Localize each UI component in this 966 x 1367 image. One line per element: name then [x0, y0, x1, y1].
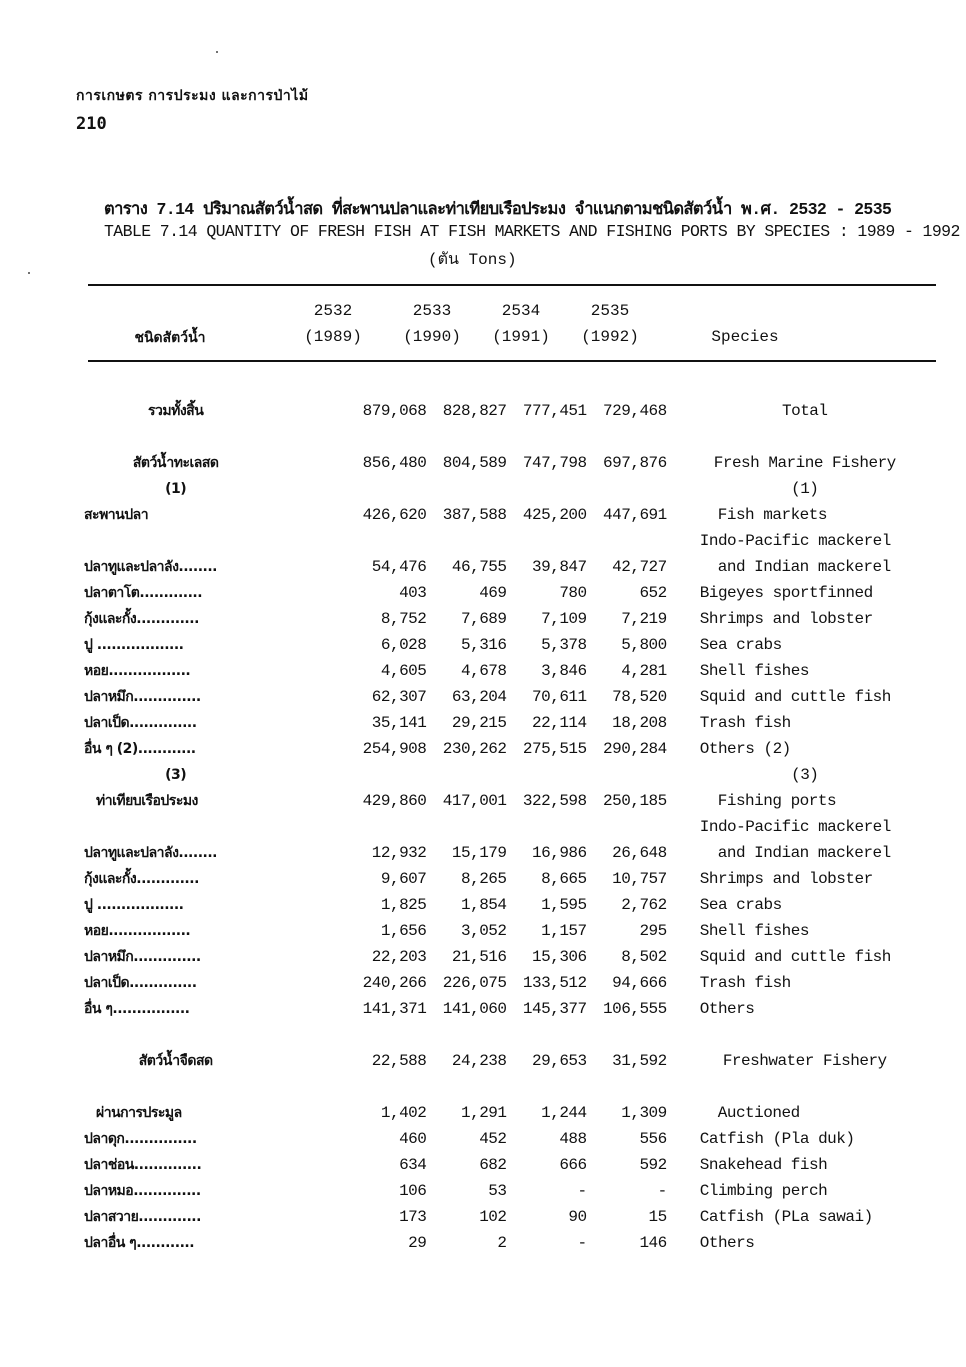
- row-label-thai: ปลาช่อน..............: [84, 1157, 202, 1173]
- row-label-english: Climbing perch: [699, 1182, 828, 1200]
- value-cell-2533: 7,689: [460, 610, 507, 628]
- row-label-english: Bigeyes sportfinned: [699, 584, 873, 602]
- value-cell-2533: 682: [479, 1156, 507, 1174]
- value-cell-2533: 230,262: [442, 740, 507, 758]
- row-label-thai: [80, 528, 271, 554]
- value-cell-2535: 290,284: [603, 740, 667, 758]
- header-species-thai: ชนิดสัตว์น้ำ: [134, 330, 206, 346]
- value-cell-2532: 240,266: [362, 974, 427, 992]
- value-cell-2534: 425,200: [522, 506, 587, 524]
- value-cell-2535: 8,502: [621, 948, 667, 966]
- header-year-be: 2535: [590, 302, 630, 320]
- header-year-be: 2533: [412, 302, 452, 320]
- table-row: [80, 398, 966, 424]
- value-cell-2534: 70,611: [532, 688, 587, 706]
- row-label-english: Others: [699, 1000, 755, 1018]
- value-cell-2533: 29,215: [451, 714, 507, 732]
- table-row: [80, 684, 966, 710]
- value-cell-2532: 9,607: [380, 870, 427, 888]
- value-cell-2535: [587, 528, 667, 554]
- value-cell-2535: 42,727: [612, 558, 667, 576]
- header-species-english: Species: [711, 328, 779, 346]
- row-label-thai: ปลาสวาย.............: [84, 1209, 201, 1225]
- row-label-english-cell: [667, 736, 966, 762]
- row-label-thai: ปลาเป็ด..............: [84, 975, 197, 991]
- row-label-english: Trash fish: [699, 714, 791, 732]
- value-cell-2533: 141,060: [442, 1000, 507, 1018]
- spacer-row: [80, 424, 966, 450]
- row-label-english-cell: [667, 710, 966, 736]
- row-label-thai: ปลาหมอ..............: [84, 1183, 201, 1199]
- value-cell-2534: [507, 762, 587, 788]
- value-cell-2535: 146: [639, 1234, 667, 1252]
- value-cell-2535: 31,592: [612, 1052, 667, 1070]
- row-label-thai: หอย.................: [84, 923, 191, 939]
- value-cell-2534: -: [577, 1234, 587, 1252]
- value-cell-2535: 106,555: [603, 1000, 667, 1018]
- value-cell-2534: 133,512: [522, 974, 587, 992]
- table-row: [80, 710, 966, 736]
- value-cell-2535: 697,876: [603, 454, 667, 472]
- running-head: การเกษตร การประมง และการป่าไม้: [76, 88, 309, 104]
- value-cell-2533: 15,179: [451, 844, 507, 862]
- value-cell-2535: 7,219: [621, 610, 667, 628]
- table-row: [80, 1126, 966, 1152]
- scan-speck: [28, 272, 30, 274]
- header-year-2533: [392, 298, 472, 350]
- value-cell-2532: 426,620: [362, 506, 427, 524]
- value-cell-2534: 1,157: [541, 922, 587, 940]
- value-cell-2532: 879,068: [362, 402, 427, 420]
- value-cell-2534: -: [577, 1182, 587, 1200]
- value-cell-2534: 747,798: [522, 454, 587, 472]
- table-title-thai: ตาราง 7.14 ปริมาณสัตว์น้ำสด ที่สะพานปลาและท่าเทียบเรือประมง จำแนกตามชนิดสัตว์น้ำ พ.ศ. 2532 - 2535: [104, 200, 892, 219]
- value-cell-2533: 5,316: [460, 636, 507, 654]
- row-label-english: Shell fishes: [699, 662, 809, 680]
- header-year-ce: (1991): [492, 328, 550, 346]
- row-label-english: Freshwater Fishery: [722, 1052, 887, 1070]
- table-row: [80, 528, 966, 554]
- row-label-english-cell: [667, 502, 966, 528]
- row-label-thai: ปลาดุก...............: [84, 1131, 197, 1147]
- value-cell-2532: 254,908: [362, 740, 427, 758]
- row-label-english: Catfish (Pla duk): [699, 1130, 855, 1148]
- value-cell-2535: 652: [639, 584, 667, 602]
- row-label-english-cell: [667, 606, 966, 632]
- value-cell-2533: 24,238: [451, 1052, 507, 1070]
- value-cell-2533: [426, 762, 506, 788]
- header-year-be: 2534: [501, 302, 541, 320]
- table-row: [80, 762, 966, 788]
- table-row: [80, 970, 966, 996]
- row-label-english-cell: [667, 788, 966, 814]
- row-label-thai: ปู ..................: [84, 637, 184, 653]
- row-label-english: (1): [791, 480, 819, 498]
- value-cell-2533: 1,854: [460, 896, 507, 914]
- value-cell-2533: [426, 528, 506, 554]
- row-label-english-cell: [667, 814, 966, 840]
- value-cell-2535: 447,691: [603, 506, 667, 524]
- row-label-thai: รวมทั้งสิ้น: [148, 403, 204, 419]
- row-label-english: Sea crabs: [699, 896, 782, 914]
- value-cell-2535: [587, 762, 667, 788]
- row-label-thai: ปลาทูและปลาลัง........: [84, 845, 217, 861]
- row-label-thai: (3): [165, 767, 187, 783]
- row-label-thai: ปลาตาโต.............: [84, 585, 203, 601]
- value-cell-2532: 141,371: [362, 1000, 427, 1018]
- table-unit: (ตัน Tons): [428, 251, 517, 269]
- value-cell-2532: [271, 762, 426, 788]
- value-cell-2534: 90: [568, 1208, 587, 1226]
- row-label-english: Auctioned: [717, 1104, 800, 1122]
- row-label-thai: กุ้งและกั้ง.............: [84, 611, 199, 627]
- value-cell-2534: [507, 814, 587, 840]
- scan-speck: [216, 51, 218, 53]
- row-label-english-cell: [667, 892, 966, 918]
- row-label-english: Snakehead fish: [699, 1156, 828, 1174]
- row-label-english: (3): [791, 766, 819, 784]
- table-row: [80, 1100, 966, 1126]
- value-cell-2534: 3,846: [541, 662, 587, 680]
- row-label-thai: [80, 814, 271, 840]
- value-cell-2534: 777,451: [522, 402, 587, 420]
- row-label-english: Fresh Marine Fishery: [713, 454, 896, 472]
- value-cell-2532: 1,402: [380, 1104, 427, 1122]
- value-cell-2533: 226,075: [442, 974, 507, 992]
- value-cell-2533: [426, 476, 506, 502]
- fish-quantity-table: [80, 398, 966, 1256]
- value-cell-2534: 29,653: [532, 1052, 587, 1070]
- value-cell-2535: 5,800: [621, 636, 667, 654]
- row-label-thai: ปลาเป็ด..............: [84, 715, 197, 731]
- value-cell-2532: 35,141: [371, 714, 427, 732]
- spacer-row: [80, 1074, 966, 1100]
- row-label-english: Indo-Pacific mackerel: [699, 532, 891, 550]
- value-cell-2532: 403: [399, 584, 427, 602]
- value-cell-2532: 856,480: [362, 454, 427, 472]
- table-row: [80, 1178, 966, 1204]
- value-cell-2535: 2,762: [621, 896, 667, 914]
- header-year-ce: (1989): [304, 328, 362, 346]
- value-cell-2533: 46,755: [451, 558, 507, 576]
- table-row: [80, 788, 966, 814]
- row-label-thai: ผ่านการประมูล: [96, 1105, 182, 1121]
- row-label-english-cell: [667, 632, 966, 658]
- row-label-english: Total: [781, 402, 828, 420]
- value-cell-2532: 460: [399, 1130, 427, 1148]
- row-label-english: Others: [699, 1234, 755, 1252]
- value-cell-2535: 729,468: [603, 402, 667, 420]
- value-cell-2533: 3,052: [460, 922, 507, 940]
- value-cell-2532: 8,752: [380, 610, 427, 628]
- row-label-english-cell: [667, 970, 966, 996]
- row-label-english: Squid and cuttle fish: [699, 948, 891, 966]
- value-cell-2533: 2: [497, 1234, 507, 1252]
- value-cell-2534: 1,244: [541, 1104, 587, 1122]
- table-row: [80, 476, 966, 502]
- row-label-english: Fishing ports: [717, 792, 837, 810]
- value-cell-2533: 63,204: [451, 688, 507, 706]
- row-label-english-cell: [667, 1126, 966, 1152]
- table-row: [80, 1230, 966, 1256]
- value-cell-2532: 634: [399, 1156, 427, 1174]
- row-label-english: Shrimps and lobster: [699, 610, 873, 628]
- row-label-english-cell: [667, 658, 966, 684]
- value-cell-2535: [587, 814, 667, 840]
- value-cell-2534: 666: [559, 1156, 587, 1174]
- value-cell-2535: -: [657, 1182, 667, 1200]
- value-cell-2533: 469: [479, 584, 507, 602]
- row-label-english-cell: [667, 450, 966, 476]
- value-cell-2535: 4,281: [621, 662, 667, 680]
- value-cell-2535: 18,208: [612, 714, 667, 732]
- row-label-thai: หอย.................: [84, 663, 191, 679]
- page-number: 210: [76, 114, 107, 134]
- row-label-english: Sea crabs: [699, 636, 782, 654]
- table-row: [80, 450, 966, 476]
- value-cell-2534: 780: [559, 584, 587, 602]
- row-label-english-cell: [667, 1100, 966, 1126]
- value-cell-2534: 275,515: [522, 740, 587, 758]
- value-cell-2534: 16,986: [532, 844, 587, 862]
- table-row: [80, 1204, 966, 1230]
- table-row: [80, 658, 966, 684]
- header-year-2535: [570, 298, 650, 350]
- spacer-cell: [80, 1022, 966, 1048]
- value-cell-2535: 10,757: [612, 870, 667, 888]
- row-label-english: and Indian mackerel: [717, 844, 891, 862]
- value-cell-2533: 452: [479, 1130, 507, 1148]
- value-cell-2533: 21,516: [451, 948, 507, 966]
- table-title-english: TABLE 7.14 QUANTITY OF FRESH FISH AT FISH MARKETS AND FISHING PORTS BY SPECIES : 1989 - 1992: [104, 222, 960, 241]
- table-row: [80, 632, 966, 658]
- row-label-english-cell: [667, 840, 966, 866]
- value-cell-2535: 15: [648, 1208, 667, 1226]
- table-top-rule: [88, 284, 936, 286]
- value-cell-2532: [271, 814, 426, 840]
- row-label-english-cell: [667, 398, 966, 424]
- value-cell-2533: 102: [479, 1208, 507, 1226]
- row-label-english-cell: [667, 476, 966, 502]
- row-label-english-cell: [667, 762, 966, 788]
- row-label-thai: สัตว์น้ำทะเลสด: [132, 455, 219, 471]
- value-cell-2535: 26,648: [612, 844, 667, 862]
- value-cell-2533: 804,589: [442, 454, 507, 472]
- row-label-thai: ปลาทูและปลาลัง........: [84, 559, 217, 575]
- row-label-thai: สัตว์น้ำจืดสด: [138, 1053, 213, 1069]
- spacer-row: [80, 1022, 966, 1048]
- value-cell-2533: 8,265: [460, 870, 507, 888]
- row-label-english-cell: [667, 684, 966, 710]
- table-row: [80, 892, 966, 918]
- table-row: [80, 918, 966, 944]
- row-label-english-cell: [667, 1178, 966, 1204]
- table-row: [80, 840, 966, 866]
- value-cell-2532: 62,307: [371, 688, 427, 706]
- row-label-thai: ปลาหมึก..............: [84, 949, 201, 965]
- value-cell-2534: 1,595: [541, 896, 587, 914]
- row-label-thai: กุ้งและกั้ง.............: [84, 871, 199, 887]
- value-cell-2535: 295: [639, 922, 667, 940]
- table-row: [80, 1048, 966, 1074]
- value-cell-2534: 5,378: [541, 636, 587, 654]
- value-cell-2532: 173: [399, 1208, 427, 1226]
- value-cell-2532: [271, 476, 426, 502]
- row-label-english-cell: [667, 944, 966, 970]
- row-label-thai: ปลาอื่น ๆ............: [84, 1235, 195, 1251]
- value-cell-2532: 1,656: [380, 922, 427, 940]
- header-year-2532: [293, 298, 373, 350]
- value-cell-2534: 8,665: [541, 870, 587, 888]
- row-label-english: Shell fishes: [699, 922, 809, 940]
- value-cell-2535: 250,185: [603, 792, 667, 810]
- value-cell-2532: 22,203: [371, 948, 427, 966]
- header-year-ce: (1992): [581, 328, 639, 346]
- value-cell-2535: 78,520: [612, 688, 667, 706]
- table-row: [80, 580, 966, 606]
- value-cell-2534: 145,377: [522, 1000, 587, 1018]
- table-row: [80, 736, 966, 762]
- value-cell-2533: [426, 814, 506, 840]
- value-cell-2535: [587, 476, 667, 502]
- value-cell-2532: 106: [399, 1182, 427, 1200]
- table-row: [80, 554, 966, 580]
- row-label-english-cell: [667, 1230, 966, 1256]
- value-cell-2535: 592: [639, 1156, 667, 1174]
- value-cell-2535: 556: [639, 1130, 667, 1148]
- value-cell-2532: 54,476: [371, 558, 427, 576]
- value-cell-2532: 1,825: [380, 896, 427, 914]
- value-cell-2534: 7,109: [541, 610, 587, 628]
- value-cell-2535: 1,309: [621, 1104, 667, 1122]
- table-row: [80, 502, 966, 528]
- value-cell-2532: 4,605: [380, 662, 427, 680]
- spacer-cell: [80, 1074, 966, 1100]
- value-cell-2533: 1,291: [460, 1104, 507, 1122]
- row-label-english: Trash fish: [699, 974, 791, 992]
- value-cell-2533: 417,001: [442, 792, 507, 810]
- value-cell-2534: 15,306: [532, 948, 587, 966]
- row-label-thai: อื่น ๆ................: [84, 1001, 190, 1017]
- row-label-english: Fish markets: [717, 506, 827, 524]
- header-year-2534: [481, 298, 561, 350]
- value-cell-2532: 6,028: [380, 636, 427, 654]
- value-cell-2533: 4,678: [460, 662, 507, 680]
- row-label-english: Others (2): [699, 740, 791, 758]
- table-row: [80, 814, 966, 840]
- row-label-english-cell: [667, 1204, 966, 1230]
- row-label-thai: ปลาหมึก..............: [84, 689, 201, 705]
- value-cell-2532: [271, 528, 426, 554]
- row-label-english-cell: [667, 1048, 966, 1074]
- row-label-english-cell: [667, 918, 966, 944]
- row-label-thai: ท่าเทียบเรือประมง: [96, 793, 198, 809]
- row-label-english: Indo-Pacific mackerel: [699, 818, 891, 836]
- table-row: [80, 996, 966, 1022]
- row-label-english-cell: [667, 554, 966, 580]
- value-cell-2534: [507, 528, 587, 554]
- table-row: [80, 606, 966, 632]
- header-year-be: 2532: [313, 302, 353, 320]
- value-cell-2533: 387,588: [442, 506, 507, 524]
- value-cell-2532: 22,588: [371, 1052, 427, 1070]
- table-row: [80, 866, 966, 892]
- row-label-english-cell: [667, 996, 966, 1022]
- value-cell-2535: 94,666: [612, 974, 667, 992]
- value-cell-2534: 488: [559, 1130, 587, 1148]
- table-row: [80, 1152, 966, 1178]
- value-cell-2532: 12,932: [371, 844, 427, 862]
- row-label-english: and Indian mackerel: [717, 558, 891, 576]
- row-label-english-cell: [667, 866, 966, 892]
- table-header-rule: [88, 360, 936, 362]
- row-label-thai: สะพานปลา: [84, 507, 149, 523]
- table-row: [80, 944, 966, 970]
- row-label-english: Catfish (PLa sawai): [699, 1208, 873, 1226]
- row-label-english-cell: [667, 580, 966, 606]
- row-label-thai: (1): [165, 481, 187, 497]
- row-label-thai: อื่น ๆ (2)............: [84, 741, 196, 757]
- value-cell-2532: 29: [408, 1234, 427, 1252]
- value-cell-2534: 39,847: [532, 558, 587, 576]
- value-cell-2532: 429,860: [362, 792, 427, 810]
- row-label-english-cell: [667, 528, 966, 554]
- value-cell-2534: [507, 476, 587, 502]
- row-label-thai: ปู ..................: [84, 897, 184, 913]
- row-label-english: Shrimps and lobster: [699, 870, 873, 888]
- spacer-cell: [80, 424, 966, 450]
- row-label-english: Squid and cuttle fish: [699, 688, 891, 706]
- value-cell-2533: 828,827: [442, 402, 507, 420]
- header-year-ce: (1990): [403, 328, 461, 346]
- row-label-english-cell: [667, 1152, 966, 1178]
- value-cell-2533: 53: [488, 1182, 507, 1200]
- table-body: [80, 398, 966, 1256]
- value-cell-2534: 322,598: [522, 792, 587, 810]
- value-cell-2534: 22,114: [532, 714, 587, 732]
